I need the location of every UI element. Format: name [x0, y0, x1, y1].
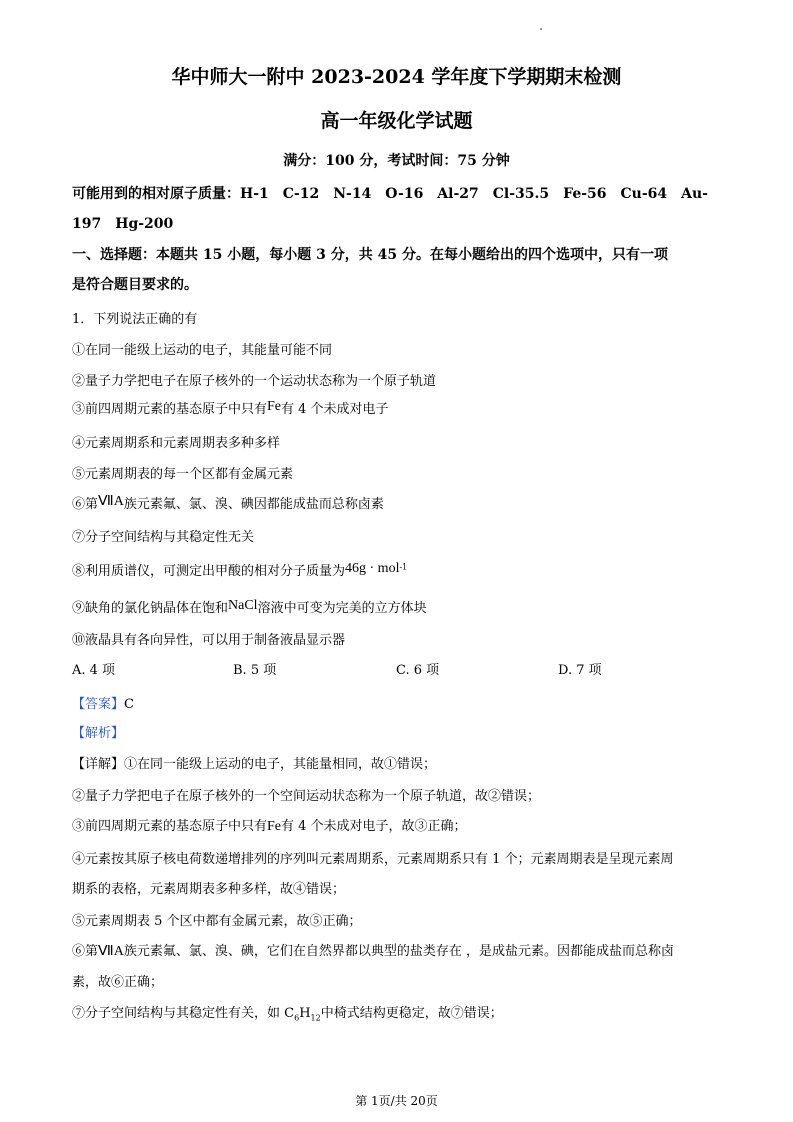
formula-nacl: NaCl [228, 598, 258, 613]
exam-info: 满分：100 分，考试时间：75 分钟 [283, 153, 510, 169]
detail-6-text-b: 族元素氟、氯、溴、碘，它们在自然界都以典型的盐类存在 ，是成盐元素。因都能成盐而总称卤 [123, 944, 674, 959]
statement-7: ⑦分子空间结构与其稳定性无关 [72, 530, 255, 545]
section-heading-line-1: 一、选择题：本题共 15 小题，每小题 3 分，共 45 分。在每小题给出的四个选项中，只有一项 [72, 247, 668, 263]
detail-5: ⑤元素周期表 5 个区中都有金属元素，故⑤正确； [72, 914, 362, 929]
statement-6-text-a: ⑥第 [72, 497, 99, 512]
detail-7-sub-1: 6 [294, 1013, 300, 1023]
answer-line [72, 693, 134, 712]
statement-5: ⑤元素周期表的每一个区都有金属元素 [72, 467, 294, 482]
detail-3 [72, 815, 467, 835]
section-heading-line-2: 是符合题目要求的。 [72, 277, 198, 293]
formula-fe: Fe [267, 399, 282, 414]
statement-3-text-b: 有 4 个未成对电子 [281, 402, 389, 417]
exam-title: 华中师大一附中 2023-2024 学年度下学期期末检测 [171, 66, 622, 88]
detail-3-text-a: ③前四周期元素的基态原子中只有 [72, 819, 268, 834]
analysis-line [72, 722, 124, 741]
statement-10: ⑩液晶具有各向异性，可以用于制备液晶显示器 [72, 633, 346, 648]
detail-6-line-2: 素，故⑥正确； [72, 975, 164, 990]
detail-7-text-a: ⑦分子空间结构与其稳定性有关，如 C [72, 1006, 295, 1021]
answer-value: C [124, 697, 134, 712]
option-b: B. 5 项 [233, 663, 277, 678]
detail-formula-fe: Fe [267, 819, 282, 834]
statement-9-text-b: 溶液中可变为完美的立方体块 [257, 601, 427, 616]
detail-7-text-b: 中椅式结构更稳定，故⑦错误； [320, 1006, 503, 1021]
detail-4-line-2: 期系的表格，元素周期表多种多样，故④错误； [72, 882, 346, 897]
analysis-label: 【解析】 [72, 726, 125, 741]
statement-8 [72, 560, 407, 580]
statement-4: ④元素周期系和元素周期表多种多样 [72, 436, 281, 451]
option-d: D. 7 项 [558, 663, 602, 678]
formula-group-7a: ⅦA [98, 494, 124, 509]
statement-9-text-a: ⑨缺角的氯化钠晶体在饱和 [72, 601, 229, 616]
detail-2: ②量子力学把电子在原子核外的一个空间运动状态称为一个原子轨道，故②错误； [72, 789, 541, 804]
statement-1: ①在同一能级上运动的电子，其能量可能不同 [72, 343, 333, 358]
atomic-mass-line-2: 197 Hg-200 [72, 216, 174, 232]
detail-7 [72, 1002, 503, 1023]
question-stem: 1．下列说法正确的有 [72, 312, 198, 327]
statement-3-text-a: ③前四周期元素的基态原子中只有 [72, 402, 268, 417]
detail-1-text: ①在同一能级上运动的电子，其能量相同，故①错误； [124, 757, 437, 772]
detail-3-text-b: 有 4 个未成对电子，故③正确； [281, 819, 467, 834]
statement-6-text-b: 族元素氟、氯、溴、碘因都能成盐而总称卤素 [123, 497, 384, 512]
statement-3 [72, 398, 389, 418]
option-a: A. 4 项 [72, 663, 116, 678]
detail-formula-group-7a: ⅦA [98, 944, 124, 959]
answer-label: 【答案】 [72, 697, 125, 712]
atomic-mass-line-1: 可能用到的相对原子质量：H-1 C-12 N-14 O-16 Al-27 Cl-35.5 Fe-56 Cu-64 Au- [72, 186, 708, 202]
exam-subtitle: 高一年级化学试题 [320, 110, 473, 132]
scan-dot [540, 28, 542, 30]
detail-4-line-1: ④元素按其原子核电荷数递增排列的序列叫元素周期系，元素周期系只有 1 个；元素周期表是呈现元素周 [72, 852, 674, 867]
statement-8-text: ⑧利用质谱仪，可测定出甲酸的相对分子质量为 [72, 564, 346, 579]
detail-1 [72, 753, 436, 772]
statement-2: ②量子力学把电子在原子核外的一个运动状态称为一个原子轨道 [72, 374, 437, 389]
detail-6-line-1 [72, 940, 674, 960]
detail-label: 【详解】 [72, 757, 125, 772]
detail-7-text-h: H [299, 1006, 311, 1021]
formula-superscript: -1 [399, 562, 408, 572]
formula-molar-mass: 46g · mol [345, 561, 400, 576]
page-number: 第 1页/共 20页 [355, 1094, 438, 1108]
detail-7-sub-2: 12 [310, 1013, 321, 1023]
statement-6 [72, 493, 384, 513]
option-c: C. 6 项 [396, 663, 440, 678]
statement-9 [72, 597, 427, 617]
detail-6-text-a: ⑥第 [72, 944, 99, 959]
